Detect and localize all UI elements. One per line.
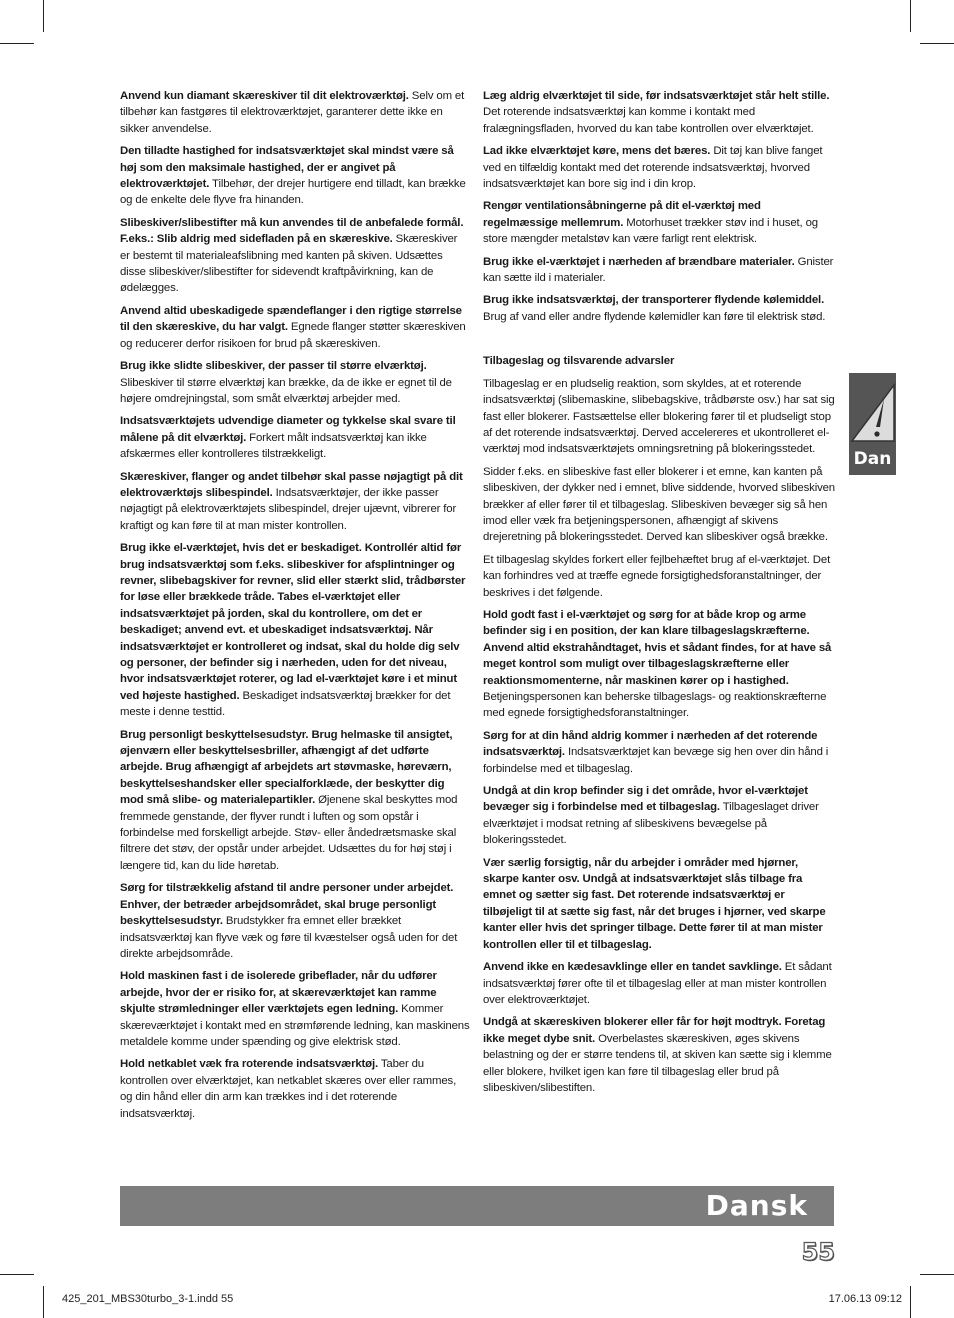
paragraph-lead: Brug ikke el-værktøjet i nærheden af brændbare materialer. xyxy=(483,255,795,268)
paragraph-body: Dit tøj kan blive fanget ved en tilfældig kontakt med det roterende indsatsværktøj, hvorved indsatsværktøjet kan bore sig ind i din krop. xyxy=(483,145,823,191)
paragraph-body: Overbelastes skæreskiven, øges skivens belastning og der er større tendens til, at skiven kan sætte sig i klemme eller blokere, hvilket igen kan føre til tilbageslag eller brud på slibeskiven/slibestiften. xyxy=(483,1032,832,1094)
paragraph xyxy=(483,1014,835,1096)
paragraph-body: Tilbageslaget driver elværktøjet i modsat retning af slibeskivens bevægelse på blokeringsstedet. xyxy=(483,801,819,847)
paragraph xyxy=(483,607,835,722)
paragraph-lead: Rengør ventilationsåbningerne på dit el-værktøj med regelmæssige mellemrum. xyxy=(483,200,761,229)
paragraph-lead: Slibeskiver/slibestifter må kun anvendes til de anbefalede formål. F.eks.: Slib aldrig med sidefladen på en skæreskive. xyxy=(120,216,464,246)
paragraph-lead: Læg aldrig elværktøjet til side, før indsatsværktøjet står helt stille. xyxy=(483,90,830,102)
paragraph-lead: Brug ikke indsatsværktøj, der transporterer flydende kølemiddel. xyxy=(483,294,825,307)
paragraph-lead: Vær særlig forsigtig, når du arbejder i områder med hjørner, skarpe kanter osv. Undgå at indsatsværktøjet slås tilbage fra emnet og sætter sig fast. Det roterende indsatsværktøj er tilbøjeligt til at sætte sig fast, når det bruges i hjørner, ved skarpe kanter eller hvis det springer tilbage. Dette fører til at man mister kontrollen eller til et tilbageslag. xyxy=(483,856,826,951)
crop-mark xyxy=(0,1274,34,1275)
paragraph xyxy=(483,198,835,247)
paragraph-body: Betjeningspersonen kan beherske tilbageslags- og reaktionskræfterne med egnede forsigtighedsforanstaltninger. xyxy=(483,691,827,720)
section-gap xyxy=(483,331,835,353)
paragraph-body: Taber du kontrollen over elværktøjet, kan netkablet skæres over eller rammes, og din hånd eller din arm kan trækkes ind i det roterende indsatsværktøj. xyxy=(120,1058,457,1120)
paragraph-lead: Hold netkablet væk fra roterende indsatsværktøj. xyxy=(120,1058,379,1071)
paragraph xyxy=(120,215,470,297)
paragraph-lead: Anvend kun diamant skæreskiver til dit elektroværktøj. xyxy=(120,90,409,102)
paragraph-body: Et tilbageslag skyldes forkert eller fejlbehæftet brug af el-værktøjet. Det kan forhindres ved at træffe egnede forsigtighedsforanstaltninger, der beskrives i det følgende. xyxy=(483,553,831,599)
paragraph-body: Tilbageslag er en pludselig reaktion, som skyldes, at et roterende indsatsværktøj (slibemaskine, slibebagskive, trådbørste osv.) har sat sig fast eller blokerer. Fastsættelse eller blokering fører til et pludseligt stop af det roterende indsatsværktøj. Derved accelereres et ukontrolleret el-værktøj mod indsatsværktøjets omningsretning på blokeringsstedet. xyxy=(483,377,835,456)
paragraph-body: Gnister kan sætte ild i materialer. xyxy=(483,255,834,285)
footer-file-info: 425_201_MBS30turbo_3-1.indd 55 xyxy=(62,1293,234,1305)
paragraph-lead: Undgå at din krop befinder sig i det område, hvor el-værktøjet bevæger sig i forbindelse med et tilbageslag. xyxy=(483,785,808,814)
paragraph xyxy=(483,143,835,192)
paragraph-body: Forkert målt indsatsværktøj kan ikke afskærmes eller kontrolleres tilstrækkeligt. xyxy=(120,431,427,461)
paragraph-lead: Brug ikke el-værktøjet, hvis det er beskadiget. Kontrollér altid før brug indsatsværktøj som f.eks. slibeskiver for afsplintninger og revner, slibebagskiver for revner, slid eller stærkt slid, trådbørster for løse eller brækkede tråde. Tabes el-værktøjet eller indsatsværktøjet på jorden, skal du kontrollere, om det er beskadiget; anvend evt. et ubeskadiget indsatsværktøj. Når indsatsværktøjet er kontrolleret og indsat, skal du holde dig selv og personer, der befinder sig i nærheden, uden for det niveau, hvor indsatsværktøjet roterer, og lad el-værktøjet køre i et minut ved højeste hastighed. xyxy=(120,542,466,702)
right-column-top xyxy=(483,88,835,325)
paragraph-lead: Undgå at skæreskiven blokerer eller får for højt modtryk. Foretag ikke meget dybe snit. xyxy=(483,1016,826,1045)
crop-mark xyxy=(0,43,34,44)
paragraph xyxy=(483,464,835,546)
paragraph-lead: Hold godt fast i el-værktøjet og sørg for at både krop og arme befinder sig i en position, der kan klare tilbageslagskræfterne. Anvend altid ekstrahåndtaget, hvis et sådant findes, for at have så meget kontrol som muligt over tilbageslagskræfterne eller reaktionsmomenterne, når maskinen kører op i hastighed. xyxy=(483,608,832,687)
paragraph xyxy=(483,292,835,325)
paragraph-body: Selv om et tilbehør kan fastgøres til elektroværktøjet, garanterer dette ikke en sikker anvendelse. xyxy=(120,90,465,135)
paragraph-body: Tilbehør, der drejer hurtigere end tilladt, kan brække og de enkelte dele flyve fra hinanden. xyxy=(120,178,466,207)
paragraph xyxy=(483,552,835,601)
crop-mark xyxy=(920,43,954,44)
paragraph xyxy=(120,469,470,535)
right-column-bottom xyxy=(483,376,835,1097)
band-title: Dansk xyxy=(705,1189,808,1222)
crop-mark xyxy=(43,1286,44,1318)
paragraph-body: Brug af vand eller andre flydende kølemidler kan føre til elektrisk stød. xyxy=(483,310,826,323)
paragraph-lead: Hold maskinen fast i de isolerede gribeflader, når du udfører arbejde, hvor der er risiko for, at skæreværktøjet kan ramme skjulte strømledninger eller værktøjets egen ledning. xyxy=(120,970,437,1016)
paragraph xyxy=(483,783,835,849)
right-column xyxy=(483,88,835,1102)
left-column xyxy=(120,88,470,1128)
paragraph-body: Brudstykker fra emnet eller brækket indsatsværktøj kan flyve væk og føre til kvæstelser også uden for det direkte arbejdsområde. xyxy=(120,915,458,960)
paragraph-body: Sidder f.eks. en slibeskive fast eller blokerer i et emne, kan kanten på slibeskiven, der dykker ned i emnet, blive siddende, hvorved slibeskiven brækker af eller fører til et tilbageslag. Slibeskiven bevæger sig så hen imod eller væk fra betjeningspersonen, afhængigt af skivens drejeretning på blokeringsstedet. Derved kan slibeskiver også brække. xyxy=(483,465,835,544)
paragraph-body: Slibeskiver til større elværktøj kan brække, da de ikke er egnet til de højere omdrejningstal, som småt elværktøj arbejder med. xyxy=(120,376,452,405)
paragraph-body: Indsatsværktøjet kan bevæge sig hen over din hånd i forbindelse med et tilbageslag. xyxy=(483,746,829,775)
crop-mark xyxy=(910,1286,911,1318)
crop-mark xyxy=(920,1274,954,1275)
language-band xyxy=(120,1186,834,1226)
paragraph xyxy=(120,88,470,137)
paragraph-body: Det roterende indsatsværktøj kan komme i kontakt med fralægningsfladen, hvorved du kan tabe kontrollen over elværktøjet. xyxy=(483,106,814,135)
paragraph xyxy=(120,143,470,209)
paragraph xyxy=(120,727,470,875)
paragraph xyxy=(483,254,835,287)
paragraph-lead: Sørg for tilstrækkelig afstand til andre personer under arbejdet. Enhver, der betræder arbejdsområdet, skal bruge personligt beskyttelsesudstyr. xyxy=(120,882,454,928)
paragraph xyxy=(120,540,470,720)
paragraph-lead: Brug ikke slidte slibeskiver, der passer til større elværktøj. xyxy=(120,360,427,373)
crop-mark xyxy=(910,0,911,32)
paragraph xyxy=(120,1056,470,1122)
language-tab xyxy=(849,373,896,475)
footer-timestamp: 17.06.13 09:12 xyxy=(828,1293,902,1305)
section-heading: Tilbageslag og tilsvarende advarsler xyxy=(483,355,675,368)
paragraph-lead: Sørg for at din hånd aldrig kommer i nærheden af det roterende indsatsværktøj. xyxy=(483,729,818,759)
crop-mark xyxy=(43,0,44,32)
paragraph xyxy=(483,376,835,458)
paragraph-body: Egnede flanger støtter skæreskiven og reducerer derfor risikoen for brud på skæreskiven. xyxy=(120,321,466,350)
paragraph-lead: Skæreskiver, flanger og andet tilbehør skal passe nøjagtigt på dit elektroværktøjs slibespindel. xyxy=(120,470,463,499)
paragraph-lead: Den tilladte hastighed for indsatsværktøjet skal mindst være så høj som den maksimale hastighed, der er angivet på elektroværktøjet. xyxy=(120,145,454,191)
paragraph-body: Øjenene skal beskyttes mod fremmede genstande, der flyver rundt i luften og som opstår i forbindelse med forskelligt arbejde. Støv- eller åndedrætsmaske skal filtrere det støv, der opstår under arbejdet. Udsættes du for høj støj i længere tid, kan du lide høretab. xyxy=(120,794,458,872)
paragraph-body: Indsatsværktøjer, der ikke passer nøjagtigt på elektroværktøjets slibespindel, drejer ujævnt, vibrerer for kraftigt og kan føre til at man mister kontrollen. xyxy=(120,486,457,532)
page-number: 55 xyxy=(801,1238,835,1266)
paragraph xyxy=(483,855,835,953)
paragraph-lead: Brug personligt beskyttelsesudstyr. Brug helmaske til ansigtet, øjenværn eller beskyttelsesbriller, afhængigt af det udførte arbejde. Brug afhængigt af arbejdets art støvmaske, høreværn, beskyttelseshandsker eller specialforklæde, der beskytter dig mod små slibe- og materialepartikler. xyxy=(120,728,453,807)
paragraph-lead: Indsatsværktøjets udvendige diameter og tykkelse skal svare til målene på dit elværktøj. xyxy=(120,415,456,444)
paragraph-body: Kommer skæreværktøjet i kontakt med en strømførende ledning, kan maskinens metaldele komme under spænding og give elektrisk stød. xyxy=(120,1003,470,1048)
paragraph xyxy=(120,880,470,962)
warning-triangle-icon xyxy=(850,381,895,443)
paragraph-body: Skæreskiver er bestemt til materialeafslibning med kanten på skiven. Udsættes disse slibeskiver/slibestifter for sidevendt kraftpåvirkning, kan de ødelægges. xyxy=(120,233,458,295)
paragraph xyxy=(483,728,835,777)
paragraph xyxy=(120,303,470,352)
paragraph-body: Beskadiget indsatsværktøj brækker for det meste i denne testtid. xyxy=(120,689,451,719)
paragraph xyxy=(120,358,470,407)
paragraph-lead: Anvend ikke en kædesavklinge eller en tandet savklinge. xyxy=(483,961,782,974)
paragraph-lead: Lad ikke elværktøjet køre, mens det bæres. xyxy=(483,145,711,158)
language-tab-label: Dan xyxy=(853,449,892,469)
paragraph xyxy=(483,959,835,1008)
paragraph xyxy=(483,88,835,137)
paragraph xyxy=(120,968,470,1050)
paragraph-lead: Anvend altid ubeskadigede spændeflanger i den rigtige størrelse til den skæreskive, du har valgt. xyxy=(120,304,462,334)
paragraph-body: Et sådant indsatsværktøj fører ofte til et tilbageslag eller at man mister kontrollen over elektroværktøjet. xyxy=(483,961,832,1006)
paragraph-body: Motorhuset trækker støv ind i huset, og store mængder metalstøv kan være farligt rent elektrisk. xyxy=(483,216,818,246)
paragraph xyxy=(120,413,470,462)
